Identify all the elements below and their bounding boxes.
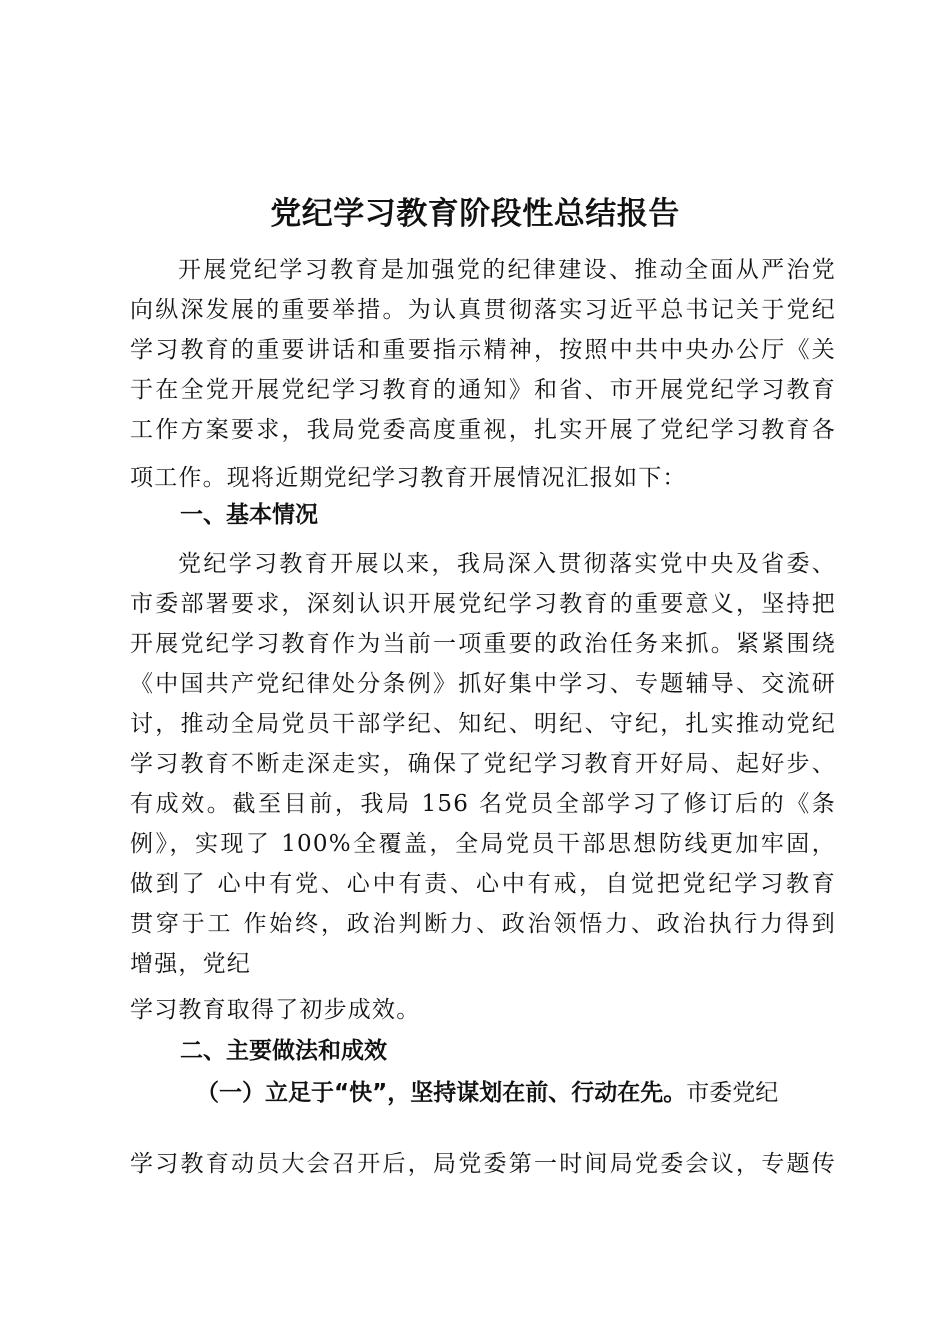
section1-line: 增强，党纪 bbox=[130, 951, 251, 977]
subsection-1-paragraph bbox=[130, 1144, 836, 1184]
intro-line: 学习教育的重要讲话和重要指示精神，按照中共中央办公厅《关 bbox=[130, 337, 836, 363]
intro-line: 于在全党开展党纪学习教育的通知》和省、市开展党纪学习教育 bbox=[130, 377, 836, 403]
intro-line: 向纵深发展的重要举措。为认真贯彻落实习近平总书记关于党纪 bbox=[130, 297, 836, 323]
intro-line: 项工作。现将近期党纪学习教育开展情况汇报如下： bbox=[130, 465, 687, 491]
section1-line: 学习教育不断走深走实，确保了党纪学习教育开好局、起好步、 bbox=[130, 751, 836, 777]
section1-paragraph bbox=[130, 544, 836, 984]
intro-paragraph bbox=[130, 250, 836, 498]
subsection-1-title: （一）立足于“快”，坚持谋划在前、行动在先。 bbox=[196, 1080, 687, 1106]
document-title: 党纪学习教育阶段性总结报告 bbox=[270, 196, 680, 232]
section1-tail-line: 学习教育取得了初步成效。 bbox=[130, 997, 421, 1023]
section1-tail bbox=[130, 990, 836, 1030]
subsection-1 bbox=[196, 1076, 836, 1110]
intro-line: 工作方案要求，我局党委高度重视，扎实开展了党纪学习教育各 bbox=[130, 417, 836, 443]
section1-line: 开展党纪学习教育作为当前一项重要的政治任务来抓。紧紧围绕 bbox=[130, 631, 836, 657]
section1-line: 例》，实现了 100%全覆盖，全局党员干部思想防线更加牢固， bbox=[130, 831, 836, 857]
intro-line: 开展党纪学习教育是加强党的纪律建设、推动全面从严治党 bbox=[178, 257, 836, 283]
section1-line: 讨，推动全局党员干部学纪、知纪、明纪、守纪，扎实推动党纪 bbox=[130, 711, 836, 737]
section1-line: 做到了 心中有党、心中有责、心中有戒，自觉把党纪学习教育 bbox=[130, 871, 836, 897]
section-heading-basic: 一、基本情况 bbox=[180, 502, 318, 528]
subsection-1-line: 学习教育动员大会召开后，局党委第一时间局党委会议，专题传 bbox=[130, 1151, 836, 1177]
section1-line: 市委部署要求，深刻认识开展党纪学习教育的重要意义，坚持把 bbox=[130, 591, 836, 617]
section1-line: 《中国共产党纪律处分条例》抓好集中学习、专题辅导、交流研 bbox=[130, 671, 836, 697]
section1-line: 贯穿于工 作始终，政治判断力、政治领悟力、政治执行力得到 bbox=[130, 911, 836, 937]
section1-line: 党纪学习教育开展以来，我局深入贯彻落实党中央及省委、 bbox=[178, 551, 836, 577]
section-heading-practices: 二、主要做法和成效 bbox=[180, 1038, 387, 1064]
subsection-1-text: 市委党纪 bbox=[686, 1080, 779, 1106]
section1-line: 有成效。截至目前，我局 156 名党员全部学习了修订后的《条 bbox=[130, 791, 836, 817]
